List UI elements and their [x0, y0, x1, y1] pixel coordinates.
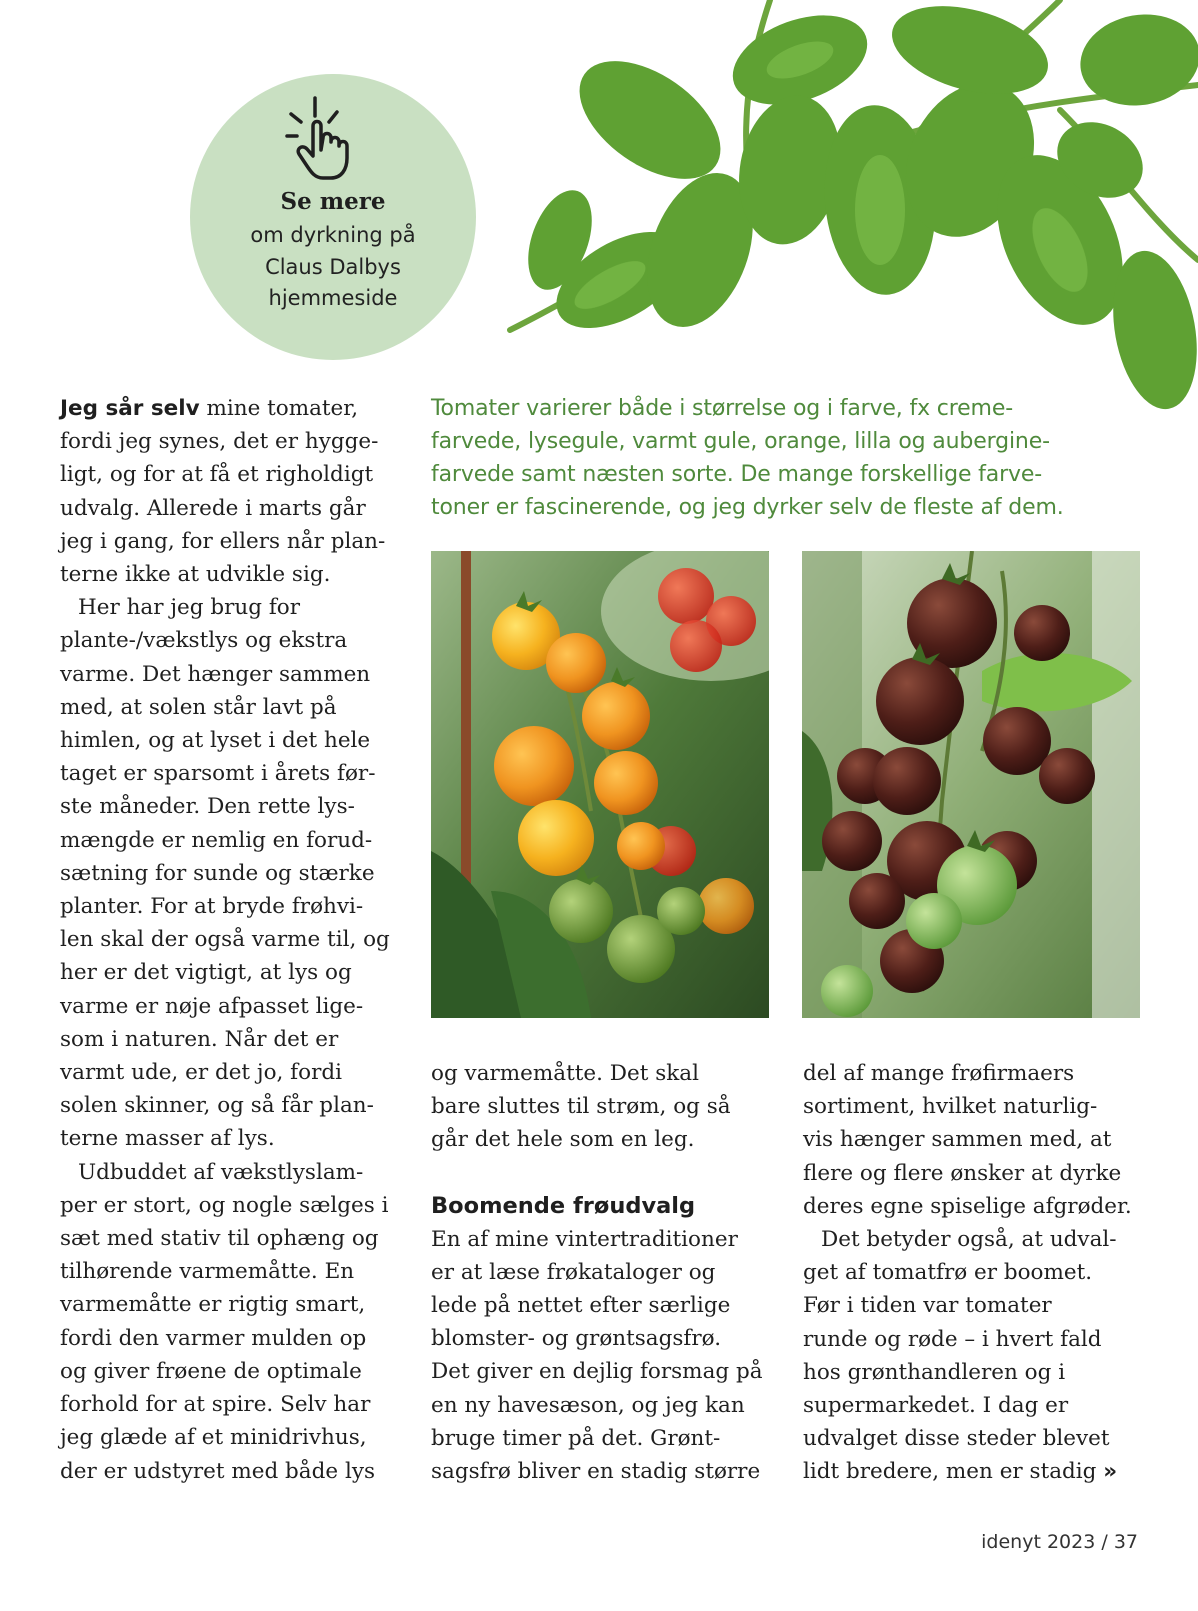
- page-number: 37: [1113, 1531, 1138, 1553]
- section-heading: Boomende frøudvalg: [431, 1192, 696, 1219]
- dark-tomatoes-photo: [802, 551, 1140, 1018]
- yellow-tomatoes-photo: [431, 551, 769, 1018]
- callout-text: om dyrkning på Claus Dalbys hjemmeside: [250, 223, 416, 310]
- article-column-2: og varmemåtte. Det skal bare sluttes til strøm, og så går det hele som en leg. Boomende frøudvalg En af mine vintertraditioner er at læse frøkataloger og lede på nettet efter særlige blomster- og grøntsagsfrø. Det giver en dejlig forsmag på en ny havesæson, og jeg kan bruge timer på det. Grønt- sagsfrø bliver en stadig større: [431, 1057, 773, 1488]
- article-column-1: Jeg sår selv mine tomater, fordi jeg synes, det er hygge- ligt, og for at få et righoldigt udvalg. Allerede i marts går jeg i gang, for ellers når plan- terne ikke at udvikle sig. Her har jeg brug for plante-/vækstlys og ekstra varme. Det hænger sammen med, at solen står lavt på himlen, og at lyset i det hele taget er sparsomt i årets før- ste måneder. Den rette lys- mængde er nemlig en forud- sætning for sunde og stærke planter. For at bryde frøhvi- len skal der også varme til, og her er det vigtigt, at lys og varme er nøje afpasset lige- som i naturen. Når det er varmt ude, er det jo, fordi solen skinner, og så får plan- terne masser af lys. Udbuddet af vækstlyslam- per er stort, og nogle sælges i sæt med stativ til ophæng og tilhørende varmemåtte. En varmemåtte er rigtig smart, fordi den varmer mulden op og giver frøene de optimale forhold for at spire. Selv har jeg glæde af et minidrivhus, der er udstyret med både lys: [60, 396, 390, 1484]
- article-lead: Jeg sår selv: [60, 396, 200, 421]
- callout-title: Se mere: [280, 188, 386, 215]
- page-folio: [981, 1531, 1138, 1553]
- see-more-callout[interactable]: [190, 74, 476, 360]
- tomato-leaves-image: [500, 0, 1198, 440]
- folio-separator: /: [1101, 1531, 1108, 1553]
- pointing-hand-icon: [283, 92, 383, 182]
- publication-name: idenyt 2023: [981, 1531, 1096, 1553]
- article-column-3: del af mange frøfirmaers sortiment, hvilket naturlig- vis hænger sammen med, at flere og flere ønsker at dyrke deres egne spiselige afgrøder. Det betyder også, at udval- get af tomatfrø er boomet. Før i tiden var tomater runde og røde – i hvert fald hos grønthandleren og i supermarkedet. I dag er udvalget disse steder blevet lidt bredere, men er stadig »: [803, 1061, 1132, 1485]
- intro-paragraph: Tomater varierer både i størrelse og i farve, fx creme- farvede, lysegule, varmt gule, orange, lilla og aubergine- farvede samt næsten sorte. De mange forskellige farve- toner er fascinerende, og jeg dyrker selv de fleste af dem.: [431, 396, 1064, 520]
- continue-arrow-icon: »: [1103, 1459, 1118, 1485]
